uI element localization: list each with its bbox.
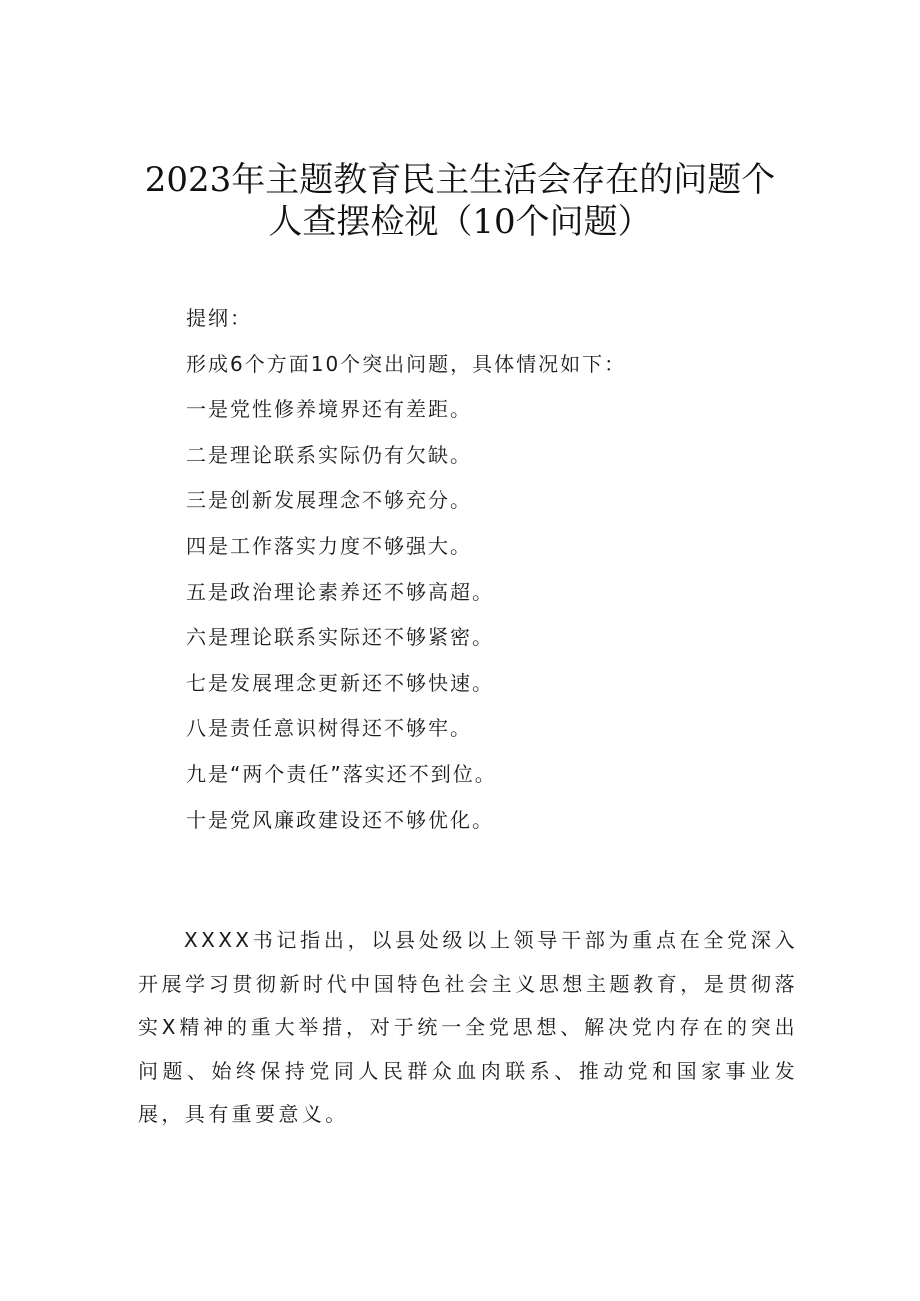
outline-item: 一是党性修养境界还有差距。: [186, 397, 472, 422]
outline-label: 提纲：: [186, 306, 252, 330]
body-paragraph: XXXX书记指出，以县处级以上领导干部为重点在全党深入开展学习贯彻新时代中国特色社会主义思想主题教育，是贯彻落实X精神的重大举措，对于统一全党思想、解决党内存在的突出问题、始终保持党同人民群众血肉联系、推动党和国家事业发展，具有重要意义。: [138, 928, 798, 1126]
outline-item: 五是政治理论素养还不够高超。: [186, 579, 494, 604]
outline-intro: 形成6个方面10个突出问题，具体情况如下：: [186, 351, 627, 376]
outline-item: 九是“两个责任”落实还不到位。: [186, 761, 497, 786]
outline-item: 八是责任意识树得还不够牢。: [186, 716, 472, 741]
outline-item: 六是理论联系实际还不够紧密。: [186, 625, 494, 650]
outline-item: 三是创新发展理念不够充分。: [186, 488, 472, 513]
document-title-line-1: 2023年主题教育民主生活会存在的问题个: [144, 160, 776, 200]
outline-item: 二是理论联系实际仍有欠缺。: [186, 442, 472, 467]
outline-section: [186, 296, 826, 843]
outline-item: 四是工作落实力度不够强大。: [186, 533, 472, 558]
document-title-line-2: 人查摆检视（10个问题）: [268, 202, 652, 242]
outline-item: 七是发展理念更新还不够快速。: [186, 670, 494, 695]
outline-item: 十是党风廉政建设还不够优化。: [186, 807, 494, 832]
